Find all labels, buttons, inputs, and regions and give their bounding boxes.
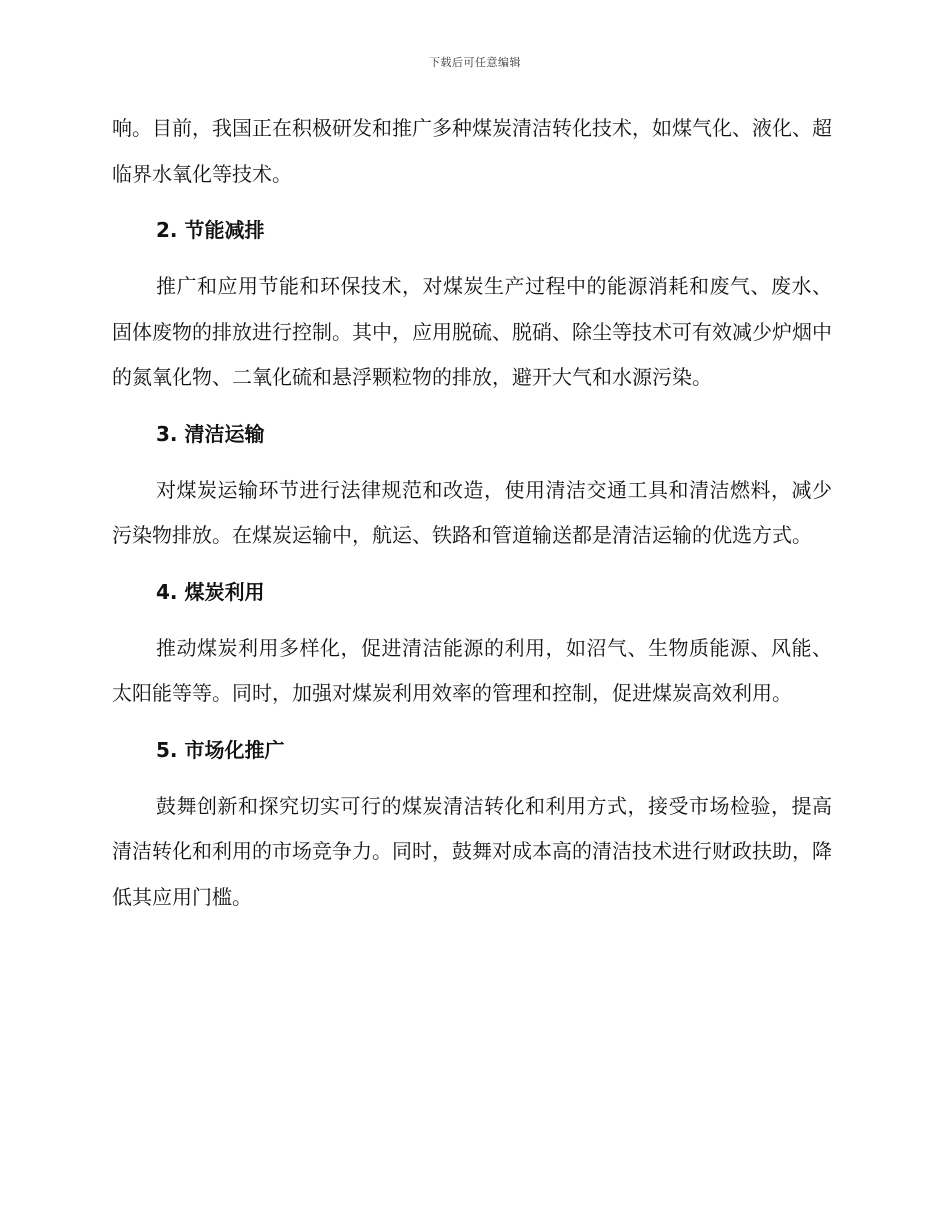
paragraph-market-promotion: 鼓舞创新和探究切实可行的煤炭清洁转化和利用方式，接受市场检验，提高清洁转化和利用的市场竞争力。同时，鼓舞对成本高的清洁技术进行财政扶助，降低其应用门槛。 xyxy=(112,793,832,909)
section-heading-market-promotion: 5. 市场化推广 xyxy=(156,737,285,762)
paragraph-coal-utilization: 推动煤炭利用多样化，促进清洁能源的利用，如沼气、生物质能源、风能、太阳能等等。同时，加强对煤炭利用效率的管理和控制，促进煤炭高效利用。 xyxy=(112,635,832,705)
paragraph-continuation: 响。目前，我国正在积极研发和推广多种煤炭清洁转化技术，如煤气化、液化、超临界水氧化等技术。 xyxy=(112,116,832,186)
paragraph-clean-transport: 对煤炭运输环节进行法律规范和改造，使用清洁交通工具和清洁燃料，减少污染物排放。在煤炭运输中，航运、铁路和管道输送都是清洁运输的优选方式。 xyxy=(112,477,832,547)
section-heading-coal-utilization: 4. 煤炭利用 xyxy=(156,579,265,604)
page-header: 下载后可任意编辑 xyxy=(429,56,521,69)
paragraph-energy-saving: 推广和应用节能和环保技术，对煤炭生产过程中的能源消耗和废气、废水、固体废物的排放进行控制。其中，应用脱硫、脱硝、除尘等技术可有效减少炉烟中的氮氧化物、二氧化硫和悬浮颗粒物的排放，避开大气和水源污染。 xyxy=(112,274,832,389)
section-heading-energy-saving: 2. 节能减排 xyxy=(156,218,265,242)
document-body xyxy=(112,106,832,920)
section-heading-clean-transport: 3. 清洁运输 xyxy=(156,421,265,446)
